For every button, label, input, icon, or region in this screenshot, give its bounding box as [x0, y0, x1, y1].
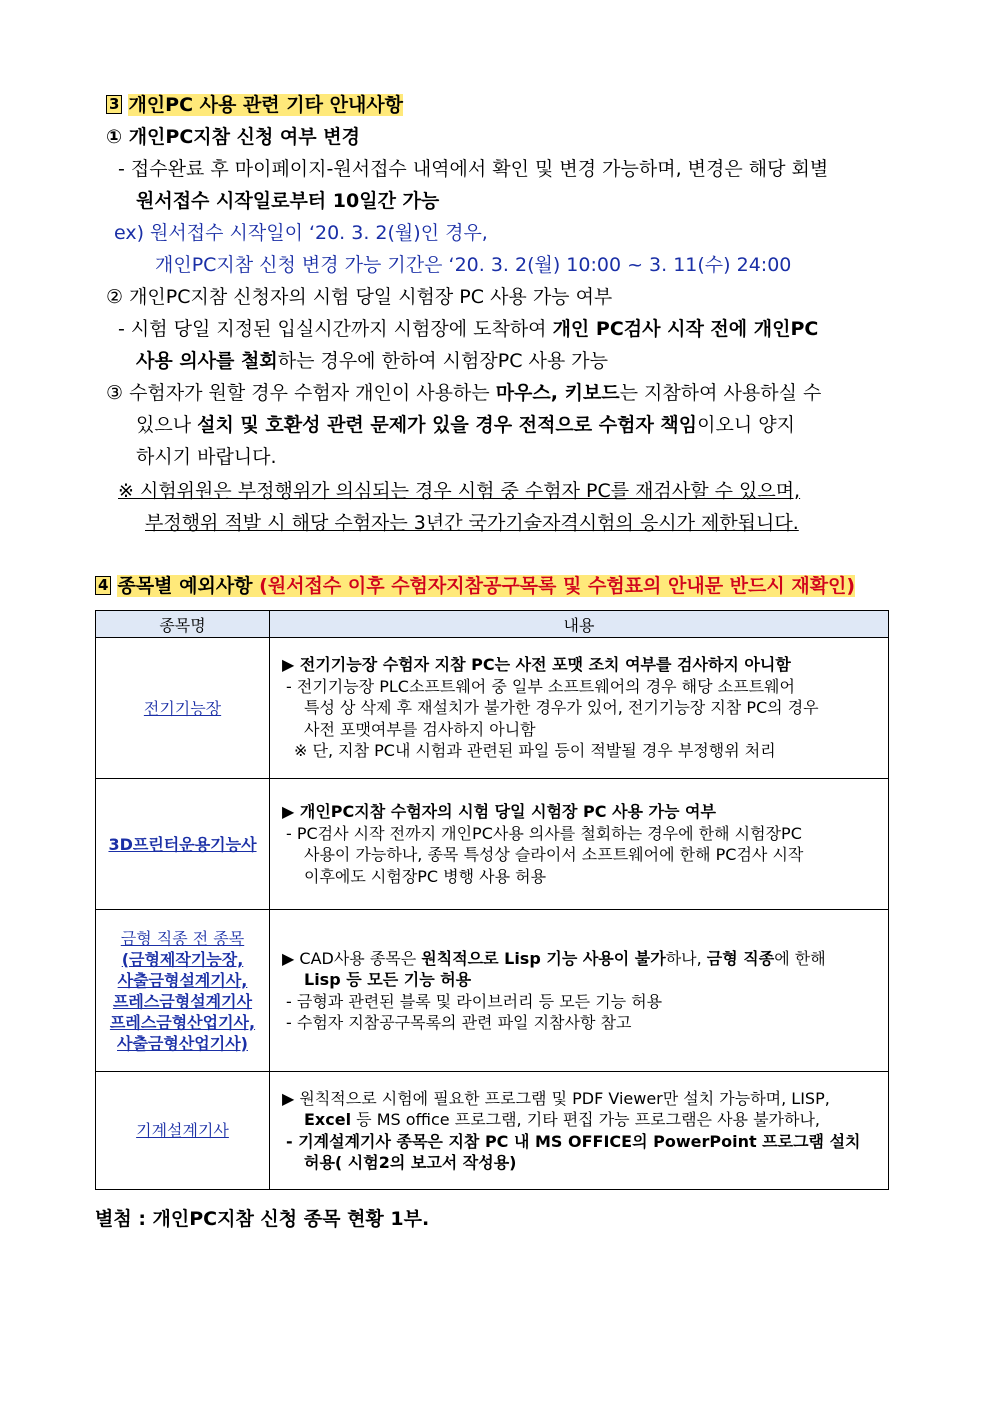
section4-note: (원서접수 이후 수험자지참공구목록 및 수험표의 안내문 반드시 재확인) [259, 575, 856, 597]
row-name-cell[interactable] [96, 1072, 270, 1190]
row-name-line: 프레스금형산업기사, [109, 1012, 256, 1032]
item3-line1-a: ③ 수험자가 원할 경우 수험자 개인이 사용하는 [106, 382, 496, 404]
item3-line1 [106, 380, 821, 406]
attachment-note: 별첨 : 개인PC지참 신청 종목 현황 1부. [95, 1208, 430, 1230]
warning-line1: ※ 시험위원은 부정행위가 의심되는 경우 시험 중 수험자 PC를 재검사할 수 있으며, [118, 480, 801, 502]
item3-line2 [136, 412, 795, 438]
section3-title: 개인PC 사용 관련 기타 안내사항 [128, 94, 404, 116]
item3-line2-b: 설치 및 호환성 관련 문제가 있을 경우 전적으로 수험자 책임 [197, 414, 698, 436]
item2-line1-a: - 시험 당일 지정된 입실시간까지 시험장에 도착하여 [118, 318, 553, 340]
row-name-line: 금형 직종 전 종목 [120, 928, 245, 948]
table-row [96, 1072, 889, 1190]
item1-line2: 원서접수 시작일로부터 10일간 가능 [136, 190, 440, 212]
row-content-cell [270, 1072, 889, 1190]
row-name-line: (금형제작기능장, [121, 949, 244, 969]
table-row [96, 779, 889, 910]
item3-line2-c: 이오니 양지 [697, 414, 795, 436]
content-part: 에 한해 [774, 948, 826, 968]
item2-line2 [136, 348, 608, 374]
content-line [282, 1109, 878, 1131]
section4-heading [95, 573, 855, 599]
content-line: ※ 단, 지참 PC내 시험과 관련된 파일 등이 적발될 경우 부정행위 처리 [294, 741, 776, 761]
content-line: ▶ 개인PC지참 수험자의 시험 당일 시험장 PC 사용 가능 여부 [282, 802, 716, 821]
item2-title: ② 개인PC지참 신청자의 시험 당일 시험장 PC 사용 가능 여부 [106, 286, 613, 308]
header-content: 내용 [270, 611, 889, 638]
content-line: ▶ 전기기능장 수험자 지참 PC는 사전 포맷 조치 여부를 검사하지 아니함 [282, 655, 791, 675]
row-name-line: 3D프린터운용기능사 [108, 834, 257, 854]
row-name-cell[interactable] [96, 910, 270, 1072]
section3-heading [106, 92, 403, 118]
content-line: 이후에도 시험장PC 병행 사용 허용 [304, 866, 547, 886]
row-content-cell [270, 910, 889, 1072]
item1-line1-text: - 접수완료 후 마이페이지-원서접수 내역에서 확인 및 변경 가능하며, 변경은 해당 회별 [118, 158, 829, 180]
content-line: 특성 상 삭제 후 재설치가 불가한 경우가 있어, 전기기능장 지참 PC의 경우 [304, 698, 819, 718]
row-content-cell [270, 638, 889, 779]
content-line: 사전 포맷여부를 검사하지 아니함 [304, 719, 536, 739]
row-name-cell[interactable] [96, 779, 270, 910]
row-name-cell[interactable] [96, 638, 270, 779]
content-part: 하나, [665, 948, 707, 968]
item1-line1 [118, 156, 896, 182]
row-name-line: 프레스금형설계기사 [112, 991, 253, 1011]
row-name-line: 전기기능장 [143, 698, 222, 718]
content-line: - 수험자 지참공구목록의 관련 파일 지참사항 참고 [286, 1013, 632, 1032]
item3-line2-a: 있으나 [136, 414, 198, 436]
item3-line3: 하시기 바랍니다. [136, 446, 277, 468]
row-name-line: 사출금형설계기사, [117, 970, 248, 990]
content-line: 사용이 가능하나, 종목 특성상 슬라이서 소프트웨어에 한해 PC검사 시작 [304, 845, 804, 864]
item2-line1 [118, 316, 818, 342]
table-header-row [96, 611, 889, 638]
item1-title: ① 개인PC지참 신청 여부 변경 [106, 126, 360, 148]
content-line: Lisp 등 모든 기능 허용 [304, 970, 472, 989]
header-name: 종목명 [96, 611, 270, 638]
item1-example2: 개인PC지참 신청 변경 가능 기간은 ‘20. 3. 2(월) 10:00 ~ 3. 11(수) 24:00 [155, 254, 792, 276]
content-line: 허용( 시험2의 보고서 작성용) [304, 1153, 517, 1172]
item3-line1-c: 는 지참하여 사용하실 수 [619, 382, 822, 404]
table-row [96, 638, 889, 779]
table-row [96, 910, 889, 1072]
content-line [282, 948, 878, 970]
section4-number: 4 [95, 576, 111, 595]
item2-line1-b: 개인 PC검사 시작 전에 개인PC [552, 318, 819, 340]
content-part: Excel [304, 1110, 352, 1129]
warning-line2: 부정행위 적발 시 해당 수험자는 3년간 국가기술자격시험의 응시가 제한됩니다. [145, 512, 799, 534]
item1-example1: ex) 원서접수 시작일이 ‘20. 3. 2(월)인 경우, [114, 222, 488, 244]
section4-title: 종목별 예외사항 [117, 575, 253, 597]
item2-line2-a: 사용 의사를 철회 [136, 350, 278, 372]
content-part: ▶ CAD사용 종목은 [282, 948, 422, 968]
content-part: 등 MS office 프로그램, 기타 편집 가능 프로그램은 사용 불가하나, [351, 1110, 821, 1129]
exceptions-table [95, 610, 889, 1190]
content-line: - 금형과 관련된 블록 및 라이브러리 등 모든 기능 허용 [286, 991, 663, 1011]
row-name-line: 사출금형산업기사) [117, 1033, 248, 1053]
row-name-line: 기계설계기사 [136, 1121, 229, 1140]
section3-number: 3 [106, 95, 122, 114]
content-part: 금형 직종 [706, 948, 775, 968]
content-line: - 기계설계기사 종목은 지참 PC 내 MS OFFICE의 PowerPoint 프로그램 설치 [286, 1131, 861, 1151]
item3-line1-b: 마우스, 키보드 [495, 382, 620, 404]
content-line: - 전기기능장 PLC소프트웨어 중 일부 소프트웨어의 경우 해당 소프트웨어 [286, 676, 795, 696]
content-line: ▶ 원칙적으로 시험에 필요한 프로그램 및 PDF Viewer만 설치 가능하며, LISP, [282, 1088, 830, 1108]
item2-line2-b: 하는 경우에 한하여 시험장PC 사용 가능 [277, 350, 608, 372]
row-content-cell [270, 779, 889, 910]
content-part: 원칙적으로 Lisp 기능 사용이 불가 [421, 948, 666, 968]
content-line: - PC검사 시작 전까지 개인PC사용 의사를 철회하는 경우에 한해 시험장PC [286, 823, 802, 843]
